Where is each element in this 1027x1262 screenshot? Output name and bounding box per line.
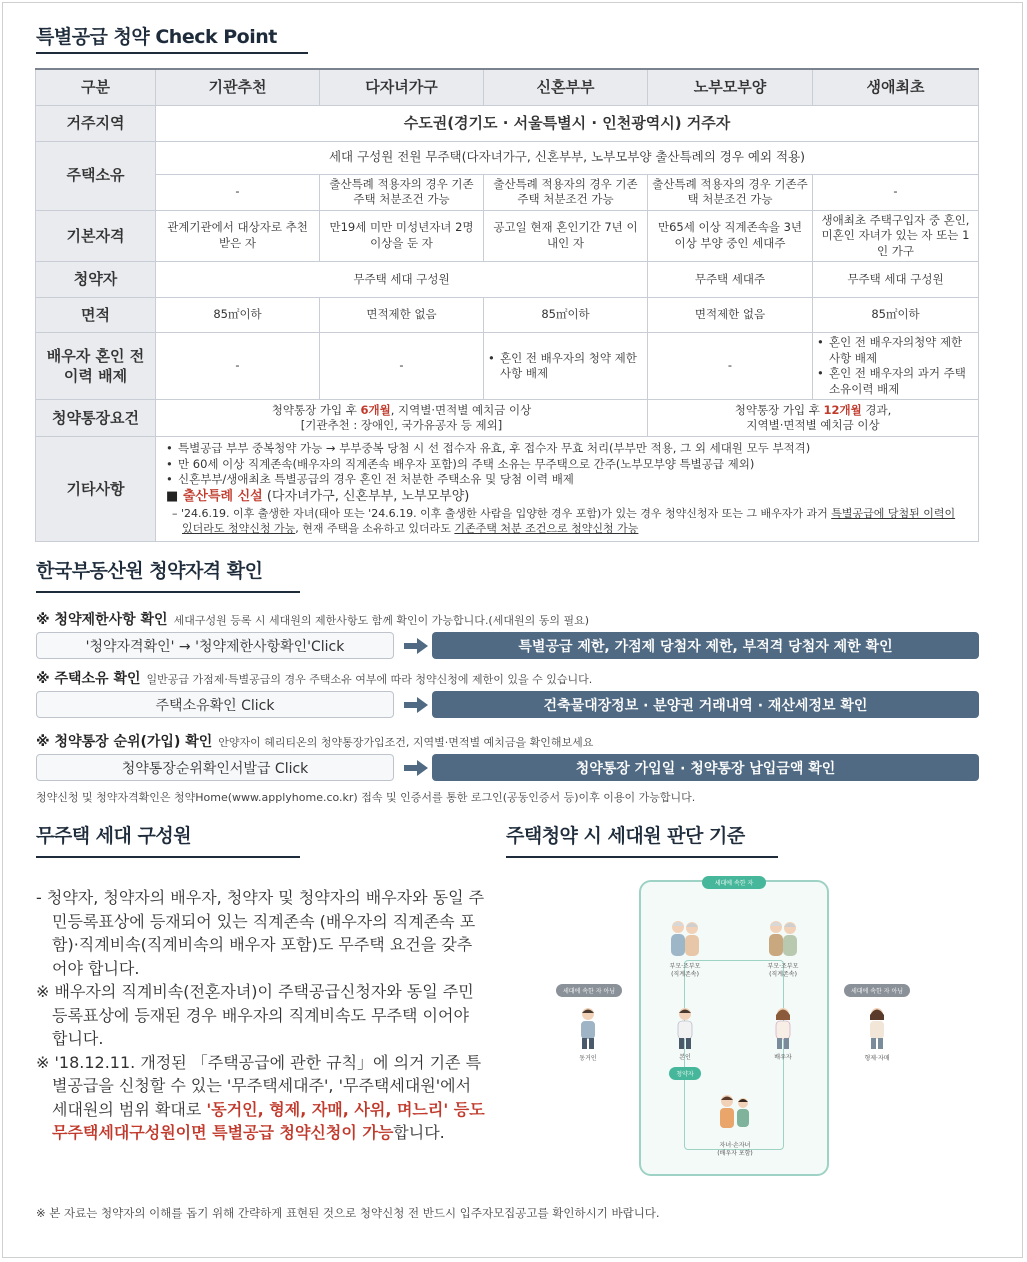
account-left-line2: [기관추천 : 장애인, 국가유공자 등 제외] — [300, 418, 503, 433]
table-row — [36, 400, 979, 437]
row-label-area: 면적 — [36, 298, 156, 333]
etc-note-b: 있더라도 청약신청 가능 — [182, 522, 296, 536]
account-result-banner: 청약통장 가입일 · 청약통장 납입금액 확인 — [432, 754, 979, 781]
spouse-cell: - — [320, 333, 484, 400]
basic-cell: 생애최초 주택구입자 중 혼인, 미혼인 자녀가 있는 자 또는 1인 가구 — [813, 210, 979, 262]
pill-applicant: 청약자 — [669, 1067, 701, 1080]
area-cell: 면적제한 없음 — [648, 298, 813, 333]
pill-household: 세대에 속한 자 — [702, 876, 766, 889]
table-row — [36, 437, 979, 542]
spouse-cell: - — [156, 333, 320, 400]
table-row — [36, 333, 979, 400]
area-cell: 면적제한 없음 — [320, 298, 484, 333]
table-row — [36, 298, 979, 333]
label-spouse: 배우자 — [774, 1054, 792, 1061]
para3-red: '동거인, 형제, 자매, 사위, 며느리' 등도 무주택세대구성원이면 특별공급 청약신청이 가능 — [52, 1099, 485, 1143]
label-self: 본인 — [679, 1054, 691, 1061]
household-text — [36, 886, 486, 1145]
ownership-result-banner: 건축물대장정보 · 분양권 거래내역 · 재산세정보 확인 — [432, 691, 979, 718]
spouse-bullet: • 혼인 전 배우자의 청약 제한 사항 배제 — [488, 351, 643, 382]
arrow-right-icon — [404, 760, 428, 776]
row-label-etc: 기타사항 — [36, 437, 156, 542]
title-underline — [36, 856, 300, 858]
check-heading-desc: 세대구성원 등록 시 세대원의 제한사항도 함께 확인이 가능합니다.(세대원의 동의 필요) — [173, 614, 590, 627]
region-value: 수도권(경기도 · 서울특별시 · 인천광역시) 거주자 — [156, 105, 979, 141]
area-cell: 85㎡이하 — [813, 298, 979, 333]
row-label-account: 청약통장요건 — [36, 400, 156, 437]
etc-special — [166, 488, 968, 506]
spouse-cell — [813, 333, 979, 400]
etc-note-c: , 현재 주택을 소유하고 있더라도 — [295, 522, 455, 536]
account-right-post: 경과, — [861, 402, 892, 417]
spouse-bullet: • 혼인 전 배우자의청약 제한 사항 배제 — [817, 335, 974, 366]
etc-note-a: '24.6.19. 이후 출생한 자녀(태아 또는 '24.6.19. 이후 출생한 사람을 입양한 경우 포함)가 있는 경우 청약신청자 또는 그 배우자가 과거 — [181, 506, 832, 520]
basic-cell: 만19세 미만 미성년자녀 2명 이상을 둔 자 — [320, 210, 484, 262]
table-header-row — [36, 69, 979, 105]
basic-cell: 관계기관에서 대상자로 추천 받은 자 — [156, 210, 320, 262]
checkpoint-table — [35, 68, 979, 542]
household-title: 무주택 세대 구성원 — [36, 825, 192, 847]
pill-not-household-left: 세대에 속한 자 아님 — [556, 984, 622, 997]
header-category: 구분 — [36, 69, 156, 105]
etc-special-rest: (다자녀가구, 신혼부부, 노부모부양) — [262, 488, 470, 504]
ownership-cell: 출산특례 적용자의 경우 기존주택 처분조건 가능 — [320, 174, 484, 210]
account-right — [648, 400, 979, 437]
label-grandparents-right — [751, 963, 815, 978]
title-underline — [36, 52, 308, 54]
header-firsttime: 생애최초 — [813, 69, 979, 105]
rank-certificate-button[interactable]: 청약통장순위확인서발급 Click — [36, 754, 394, 781]
applicant-elderly: 무주택 세대주 — [648, 262, 813, 298]
applyhome-note: 청약신청 및 청약자격확인은 청약Home(www.applyhome.co.kr) 접속 및 인증서를 통한 로그인(공동인증서 등)이후 이용이 가능합니다. — [36, 791, 696, 804]
dash-bullet: – — [172, 506, 178, 520]
arrow-right-icon — [404, 697, 428, 713]
gp1-sub: (직계존속) — [671, 970, 699, 978]
table-row — [36, 141, 979, 174]
row-label-applicant: 청약자 — [36, 262, 156, 298]
check-heading — [36, 731, 593, 751]
spouse-cell — [484, 333, 648, 400]
table-row — [36, 174, 979, 210]
spouse-figure — [771, 1006, 795, 1050]
label-children — [699, 1142, 771, 1157]
child-label: 자녀·손자녀 — [719, 1142, 751, 1149]
criteria-title: 주택청약 시 세대원 판단 기준 — [506, 825, 745, 847]
sibling-figure — [864, 1006, 890, 1050]
spouse-bullet: • 혼인 전 배우자의 과거 주택소유이력 배제 — [817, 366, 974, 397]
check-heading-label: ※ 청약통장 순위(가입) 확인 — [36, 734, 213, 750]
header-multichild: 다자녀가구 — [320, 69, 484, 105]
gp2-label: 부모·조부모 — [767, 963, 799, 970]
etc-special-red: 출산특례 신설 — [182, 488, 263, 504]
children-figure — [715, 1092, 755, 1138]
etc-bullet: • 만 60세 이상 직계존속(배우자의 직계존속 배우자 포함)의 주택 소유는 무주택으로 간주(노부모부양 특별공급 제외) — [166, 457, 968, 473]
square-bullet-icon: ■ — [166, 488, 179, 504]
ownership-cell: 출산특례 적용자의 경우 기존주택 처분조건 가능 — [484, 174, 648, 210]
etc-bullet: • 특별공급 부부 중복청약 가능 → 부부중복 당첨 시 선 접수자 유효, 후 접수자 무효 처리(부부만 적용, 그 외 세대원 모두 부적격) — [166, 441, 968, 457]
label-cohabitant: 동거인 — [579, 1055, 597, 1062]
account-right-line2: 지역별·면적별 예치금 이상 — [746, 418, 880, 433]
account-left-pre: 청약통장 가입 후 — [271, 402, 361, 417]
check-heading-label: ※ 주택소유 확인 — [36, 671, 141, 687]
etc-content — [156, 437, 979, 542]
account-left-post: , 지역별·면적별 예치금 이상 — [390, 402, 532, 417]
self-figure — [673, 1006, 697, 1050]
area-cell: 85㎡이하 — [484, 298, 648, 333]
check-heading — [36, 609, 589, 629]
ownership-check-button[interactable]: 주택소유확인 Click — [36, 691, 394, 718]
gp1-label: 부모·조부모 — [669, 963, 701, 970]
spouse-cell: - — [648, 333, 813, 400]
ownership-cell: - — [813, 174, 979, 210]
check-heading-label: ※ 청약제한사항 확인 — [36, 612, 168, 628]
grandparents-figure-left — [665, 918, 705, 960]
spouse-label-line2: 이력 배제 — [63, 367, 128, 386]
basic-cell: 공고일 현재 혼인기간 7년 이내인 자 — [484, 210, 648, 262]
household-para-3 — [36, 1051, 486, 1145]
account-left-months: 6개월 — [360, 402, 391, 417]
table-row — [36, 210, 979, 262]
check-heading-desc: 안양자이 헤리티온의 청약통장가입조건, 지역별·면적별 예치금을 확인해보세요 — [218, 736, 594, 749]
cohabitant-figure — [575, 1006, 601, 1050]
spouse-label-line1: 배우자 혼인 전 — [46, 346, 145, 365]
header-newlywed: 신혼부부 — [484, 69, 648, 105]
account-right-pre: 청약통장 가입 후 — [734, 402, 824, 417]
row-label-basic: 기본자격 — [36, 210, 156, 262]
applicant-firsttime: 무주택 세대 구성원 — [813, 262, 979, 298]
grandparents-figure-right — [763, 918, 803, 960]
household-diagram — [639, 880, 829, 1176]
pill-not-household-right: 세대에 속한 자 아님 — [844, 984, 910, 997]
arrow-right-icon — [404, 638, 428, 654]
ownership-cell: - — [156, 174, 320, 210]
ownership-top: 세대 구성원 전원 무주택(다자녀가구, 신혼부부, 노부모부양 출산특례의 경우 예외 적용) — [156, 141, 979, 174]
child-sub: (배우자 포함) — [717, 1149, 753, 1157]
table-row — [36, 105, 979, 141]
ownership-cell: 출산특례 적용자의 경우 기존주택 처분조건 가능 — [648, 174, 813, 210]
header-elderly: 노부모부양 — [648, 69, 813, 105]
restriction-check-button[interactable]: '청약자격확인' → '청약제한사항확인'Click — [36, 632, 394, 659]
row-label-ownership: 주택소유 — [36, 141, 156, 210]
label-grandparents-left — [653, 963, 717, 978]
title-underline — [36, 591, 300, 593]
footer-disclaimer: ※ 본 자료는 청약자의 이해를 돕기 위해 간략하게 표현된 것으로 청약신청 전 반드시 입주자모집공고를 확인하시기 바랍니다. — [36, 1206, 660, 1220]
household-para-1: - 청약자, 청약자의 배우자, 청약자 및 청약자의 배우자와 동일 주민등록표상에 등재되어 있는 직계존속 (배우자의 직계존속 포함)·직계비속(직계비속의 배우자 포함)도 무주택 요건을 갖추어야 합니다. — [36, 888, 485, 978]
basic-cell: 만65세 이상 직계존속을 3년 이상 부양 중인 세대주 — [648, 210, 813, 262]
gp2-sub: (직계존속) — [769, 970, 797, 978]
label-siblings: 형제·자매 — [864, 1055, 890, 1062]
header-agency: 기관추천 — [156, 69, 320, 105]
title-underline — [506, 856, 778, 858]
row-label-region: 거주지역 — [36, 105, 156, 141]
para3-b: 합니다. — [393, 1123, 445, 1143]
check-heading-desc: 일반공급 가점제·특별공급의 경우 주택소유 여부에 따라 청약신청에 제한이 있을 수 있습니다. — [146, 673, 593, 686]
account-left — [156, 400, 648, 437]
verification-title: 한국부동산원 청약자격 확인 — [36, 560, 263, 582]
check-heading — [36, 668, 592, 688]
para3-a: ※ '18.12.11. 개정된 「주택공급에 관한 규칙」에 의거 기존 특별공급을 신청할 수 있는 '무주택세대주', '무주택세대원'에서 세대원의 범위 확대로 — [36, 1052, 482, 1119]
account-right-months: 12개월 — [823, 402, 862, 417]
area-cell: 85㎡이하 — [156, 298, 320, 333]
household-para-2: ※ 배우자의 직계비속(전혼자녀)이 주택공급신청자와 동일 주민등록표상에 등재된 경우 배우자의 직계비속도 무주택 이어야 합니다. — [36, 982, 474, 1049]
etc-note-u1: 특별공급에 당첨된 이력이 — [831, 506, 956, 520]
etc-bullet: • 신혼부부/생애최초 특별공급의 경우 혼인 전 처분한 주택소유 및 당첨 이력 배제 — [166, 472, 968, 488]
etc-note — [166, 506, 968, 537]
table-row — [36, 262, 979, 298]
row-label-spouse — [36, 333, 156, 400]
applicant-span: 무주택 세대 구성원 — [156, 262, 648, 298]
etc-note-u2: 기존주택 처분 조건으로 청약신청 가능 — [454, 522, 639, 536]
checkpoint-title: 특별공급 청약 Check Point — [36, 26, 277, 48]
restriction-result-banner: 특별공급 제한, 가점제 당첨자 제한, 부적격 당첨자 제한 확인 — [432, 632, 979, 659]
